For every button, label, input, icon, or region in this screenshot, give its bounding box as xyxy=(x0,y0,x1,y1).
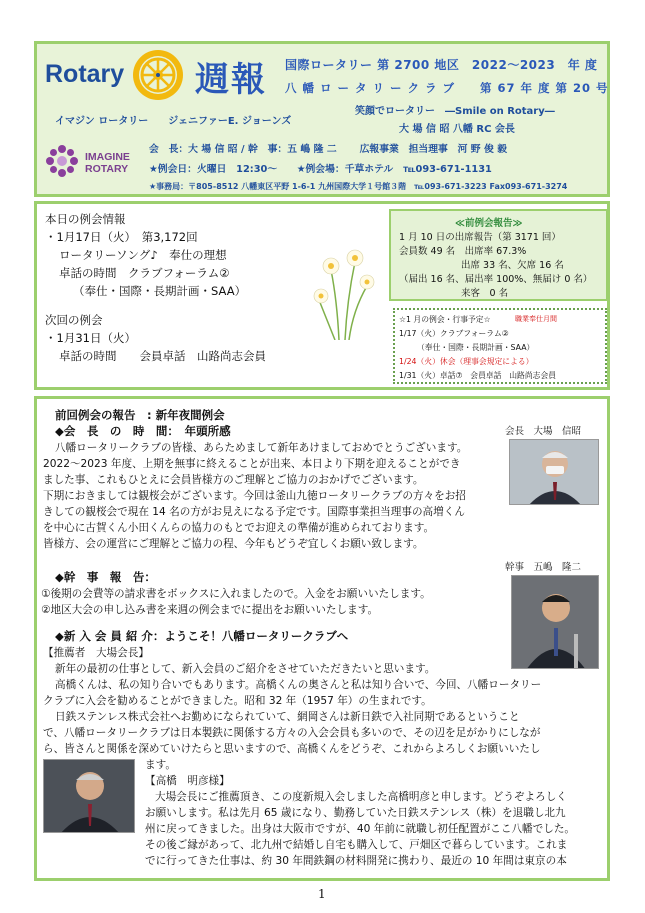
greeting-line-4: 下期におきましては観桜会がございます。今回は釜山九徳ロータリークラブの方々をお招 xyxy=(43,490,466,502)
today-line-3: 卓話の時間 クラブフォーラム② xyxy=(59,266,230,280)
greeting-line-1: 八幡ロータリークラブの皆様、あらためまして新年あけましておめでとうございます。 xyxy=(55,442,468,454)
schedule-line-4: 1/31（火）卓話⑦ 会員卓話 山路尚志会員 xyxy=(399,371,557,380)
today-line-1: ・1月17日（火） 第3,172回 xyxy=(45,230,198,244)
secretary-line-2: ②地区大会の申し込み書を来週の例会までに提出をお願いいたします。 xyxy=(41,604,379,616)
new-member-heading: ◆新 入 会 員 紹 介：ようこそ！八幡ロータリークラブへ xyxy=(55,629,349,643)
intro-line-5: で、八幡ロータリークラブは日本製鉄に関係する方々の入会会員も多いので、その辺を足がかりにしなが xyxy=(43,727,541,739)
next-line-2: 卓話の時間 会員卓話 山路尚志会員 xyxy=(59,349,266,363)
imagine-rotary-logo-icon xyxy=(45,144,79,178)
next-line-1: ・1月31日（火） xyxy=(45,331,136,345)
greeting-line-7: 皆様方、会の運営にご理解とご協力の程、今年もどうぞ宜しくお願い致します。 xyxy=(43,538,424,550)
intro-line-1: 新年の最初の仕事として、新入会員のご紹介をさせていただきたいと思います。 xyxy=(55,663,436,675)
today-line-2: ロータリーソング♪ 奉仕の理想 xyxy=(59,248,227,262)
schedule-month-tag: 職業奉仕月間 xyxy=(515,315,557,323)
intro-line-4: 日鉄ステンレス株式会社へお勤めになられていて、網岡さんは新日鉄で入社同期であるということ xyxy=(55,711,520,723)
today-line-4: （奉仕・国際・長期計画・SAA） xyxy=(73,284,247,298)
member-line-1: 大場会長にご推薦頂き、この度新規入会しました高橋明彦と申します。どうぞよろしく xyxy=(155,791,567,803)
rotary-wheel-icon xyxy=(131,48,185,102)
report-line-1: 1 月 10 日の出席報告（第 3171 回） xyxy=(399,232,561,243)
greeting-line-3: ました事、これもひとえに会員皆様方のご理解とご協力のおかげでございます。 xyxy=(43,474,424,486)
new-member-label: 【高橋 明彦様】 xyxy=(145,775,230,787)
report-line-3: 出席 33 名、欠席 16 名 xyxy=(461,260,564,271)
secretary-heading: ◆幹 事 報 告： xyxy=(55,570,156,584)
club-issue-line: 八 幡 ロ ー タ リ ー ク ラ ブ 第 67 年 度 第 20 号 xyxy=(285,81,609,95)
schedule-line-1: 1/17（火）クラブフォーラム② xyxy=(399,329,509,338)
secretary-caption: 幹事 五嶋 隆二 xyxy=(505,562,582,573)
intro-line-3: クラブに入会を勧めることができました。昭和 32 年（1957 年）の生まれです。 xyxy=(43,695,432,707)
secretary-line-1: ①後期の会費等の請求書をボックスに入れましたので。入金をお願いいたします。 xyxy=(41,588,431,600)
intro-line-7: ます。 xyxy=(145,759,176,771)
schedule-line-2: （奉仕・国際・長期計画・SAA） xyxy=(417,343,535,352)
narcissus-illustration xyxy=(309,240,381,340)
secretary-photo xyxy=(511,575,599,669)
club-theme: 笑顔でロータリー ―Smile on Rotary― xyxy=(355,106,555,117)
newsletter-header xyxy=(34,41,610,197)
member-line-5: でに行ってきた仕事は、約 30 年間鉄鋼の材料開発に携わり、最近の 10 年間は東京の本 xyxy=(145,855,567,867)
officers-line: 会 長：大 場 信 昭 / 幹 事：五 嶋 隆 二 広報事業 担当理事 河 野 俊 毅 xyxy=(149,144,508,155)
member-line-2: お願いします。私は先月 65 歳になり、勤務していた日鉄ステンレス（株）を退職し北九 xyxy=(145,807,566,819)
newsletter-title: 週報 xyxy=(195,60,267,100)
greeting-line-5: きしての観桜会で現在 14 名の方がお見えになる予定です。国際事業担当理事の高増くん xyxy=(43,506,465,518)
report-line-4: （届出 16 名、届出率 100%、無届け 0 名） xyxy=(399,274,593,285)
greeting-line-6: を中心に古賀くん小田くんらの協力のもとでお迎えの準備が進められております。 xyxy=(43,522,435,534)
report-line-5: 来客 0 名 xyxy=(461,288,509,299)
today-heading: 本日の例会情報 xyxy=(45,212,126,226)
recommender-label: 【推薦者 大場会長】 xyxy=(43,647,149,659)
report-line-2: 会員数 49 名 出席率 67.3% xyxy=(399,246,527,257)
member-line-4: その後ご縁があって、北九州で結婚し自宅も購入して、戸畑区で暮らしています。これま xyxy=(145,839,568,851)
ri-theme-line: イマジン ロータリー ジェニファーE. ジョーンズ xyxy=(55,116,292,127)
district-line: 国際ロータリー 第 2700 地区 2022～2023 年 度 xyxy=(285,58,598,72)
president-photo xyxy=(509,439,599,505)
meeting-info-panel xyxy=(34,201,610,390)
intro-line-6: ら、皆さんと関係を深めていけたらと思いますので、高橋くんをどうぞ、これからよろしくお願いいたし xyxy=(43,743,541,755)
schedule-box xyxy=(393,308,607,384)
article-panel xyxy=(34,396,610,881)
office-address-line: ★事務局：〒805-8512 八幡東区平野 1-6-1 九州国際大学１号館３階 ℡093-671-3223 Fax093-671-3274 xyxy=(149,182,568,191)
schedule-line-3: 1/24（火）休会（理事会規定による） xyxy=(399,357,534,366)
president-caption: 会長 大場 信昭 xyxy=(505,426,582,437)
schedule-title: ☆1 月の例会・行事予定☆ xyxy=(399,315,491,324)
greeting-line-2: 2022～2023 年度、上期を無事に終えることが出来、本日より下期を迎えることができ xyxy=(43,458,461,470)
imagine-rotary-text: IMAGINE ROTARY xyxy=(85,151,130,175)
intro-line-2: 高橋くんは、私の知り合いでもあります。高橋くんの奥さんと私は知り合いで、今回、八幡ロータリー xyxy=(55,679,542,691)
greeting-heading: ◆会 長 の 時 間： 年頭所感 xyxy=(55,424,231,438)
member-line-3: 州に戻ってきました。出身は大阪市ですが、40 年前に就職し初任配置がここ八幡でした。 xyxy=(145,823,576,835)
article-title: 前回例会の報告 : 新年夜間例会 xyxy=(55,408,225,422)
new-member-photo xyxy=(43,759,135,833)
attendance-report-box xyxy=(389,209,608,301)
club-president-line: 大 場 信 昭 八幡 RC 会長 xyxy=(399,124,515,135)
rotary-wordmark: Rotary xyxy=(45,60,125,88)
report-title: ≪前例会報告≫ xyxy=(455,218,523,229)
next-heading: 次回の例会 xyxy=(45,313,103,327)
page-number: 1 xyxy=(318,887,326,901)
meeting-place-line: ★例会日：火曜日 12:30～ ★例会場：千草ホテル ℡093-671-1131 xyxy=(149,164,492,175)
